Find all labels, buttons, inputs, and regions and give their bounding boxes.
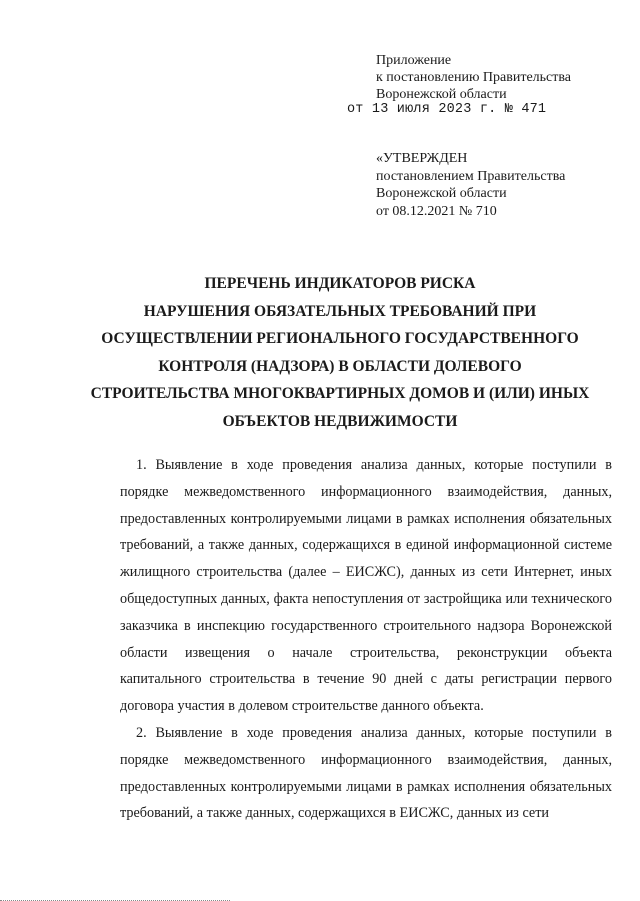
- paragraph-text: Выявление в ходе проведения анализа данных, которые поступили в порядке межведомственного информационного взаимодействия, данных, предоставленных контролируемыми лицами в рамках исполнения обязательных требований, а также данных, содержащихся в ЕИСЖС, данных из сети: [120, 724, 612, 822]
- appendix-date-line: от 13 июля 2023 г. № 471: [347, 102, 547, 117]
- approved-block: [376, 150, 636, 220]
- appendix-resolution-line: к постановлению Правительства: [376, 70, 572, 85]
- approved-heading: «УТВЕРЖДЕН: [376, 151, 468, 166]
- document-title: [60, 270, 620, 435]
- title-line-6: ОБЪЕКТОВ НЕДВИЖИМОСТИ: [222, 412, 458, 430]
- appendix-heading: Приложение: [376, 53, 452, 68]
- paragraph-1: [120, 452, 612, 720]
- approved-date-line: от 08.12.2021 № 710: [376, 203, 497, 219]
- title-line-1: ПЕРЕЧЕНЬ ИНДИКАТОРОВ РИСКА: [204, 275, 476, 292]
- paragraph-number: 2.: [136, 724, 147, 741]
- appendix-block: [376, 52, 636, 103]
- title-line-4: КОНТРОЛЯ (НАДЗОРА) В ОБЛАСТИ ДОЛЕВОГО: [158, 357, 522, 375]
- title-line-2: НАРУШЕНИЯ ОБЯЗАТЕЛЬНЫХ ТРЕБОВАНИЙ ПРИ: [143, 302, 537, 320]
- approved-resolution-line: постановлением Правительства: [376, 168, 566, 184]
- paragraph-2: [120, 720, 612, 827]
- document-body: [120, 452, 612, 827]
- title-line-3: ОСУЩЕСТВЛЕНИИ РЕГИОНАЛЬНОГО ГОСУДАРСТВЕННОГО: [101, 330, 579, 347]
- title-line-5: СТРОИТЕЛЬСТВА МНОГОКВАРТИРНЫХ ДОМОВ И (ИЛИ) ИНЫХ: [90, 385, 590, 402]
- approved-region-line: Воронежской области: [376, 186, 507, 201]
- appendix-region-line: Воронежской области: [376, 87, 507, 102]
- paragraph-text: Выявление в ходе проведения анализа данных, которые поступили в порядке межведомственного информационного взаимодействия, данных, предоставленных контролируемыми лицами в рамках исполнения обязательных требований, а также данных, содержащихся в единой информационной системе жилищного строительства (далее – ЕИСЖС), данных из сети Интернет, иных общедоступных данных, факта непоступления от застройщика или технического заказчика в инспекцию государственного строительного надзора Воронежской области извещения о начале строительства, реконструкции объекта капитального строительства в течение 90 дней с даты регистрации первого договора участия в долевом строительстве данного объекта.: [120, 457, 612, 715]
- paragraph-number: 1.: [136, 457, 147, 473]
